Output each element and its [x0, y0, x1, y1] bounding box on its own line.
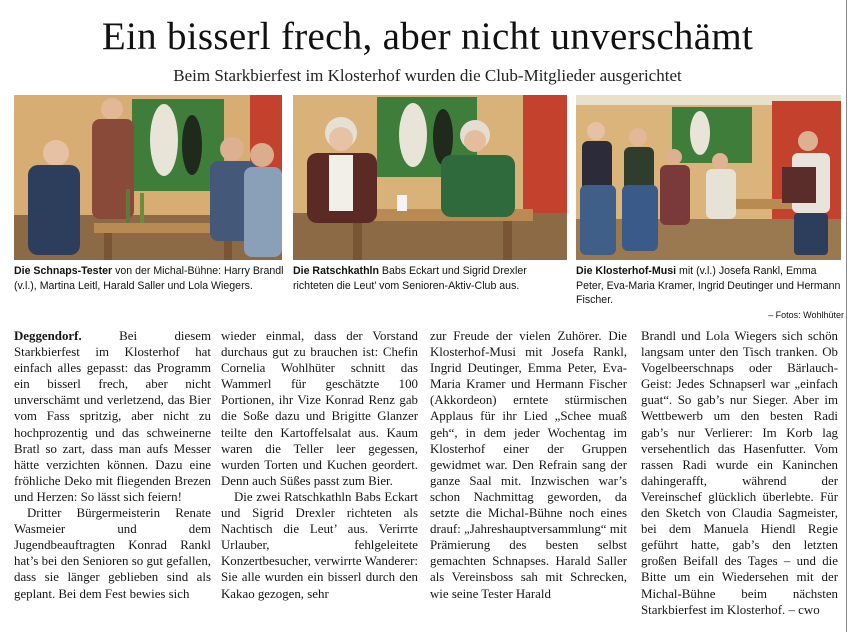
paragraph: zur Freude der vielen Zuhörer. Die Klosterhof-Musi mit Josefa Rankl, Ingrid Deutinger, Emma Peter, Eva-Maria Kramer und Hermann Fischer (Akkordeon) erntete stürmischen Applaus für ihr Lied „Schee muaß geh“, in dem jeder Wochentag im Klosterhof einer der Gruppen gewidmet war. Den Refrain sang der ganze Saal mit. Inzwischen war’s schon Nachmittag geworden, da setzte die Michal-Bühne noch eines drauf: „Jahreshauptversammlung“ mit Prämierung des besten selbst gemachten Schnapses. Harald Saller als Vereinsboss sah mit Schrecken, wie seine Tester Harald: [430, 329, 627, 601]
caption-text: mit (v.l.) Josefa Rankl, Emma Peter, Eva-Maria Kramer, Ingrid Deutinger und Hermann Fischer.: [576, 265, 841, 306]
article-column-3: [430, 328, 627, 602]
photo-klosterhof-musi: [576, 95, 841, 260]
photo-ratschkathln: [293, 95, 567, 260]
photo-caption: [576, 264, 844, 322]
paragraph: Dritter Bürgermeisterin Renate Wasmeier und dem Jugendbeauftragten Konrad Rankl hat’s bei den Senioren so gut gefallen, dass sie länger geblieben sind als geplant. Bei dem Fest bewies sich: [14, 506, 211, 601]
article-subheadline: Beim Starkbierfest im Klosterhof wurden die Club-Mitglieder ausgerichtet: [173, 66, 682, 85]
paragraph: Die zwei Ratschkathln Babs Eckart und Sigrid Drexler richteten als Nachtisch die Leut’ aus. Verirrte Urlauber, fehlgeleitete Konzertbesucher, verwirrte Wanderer: Sie alle wurden ein bisserl durch den Kakao gezogen, sehr: [221, 489, 418, 601]
paragraph-text: Bei diesem Starkbierfest im Klosterhof hat einfach alles gepasst: das Programm ein bisserl frech, aber nicht unverschämt und verletzend, das Bier vom Fass spritzig, aber nicht zu hochprozentig und das schweinerne Bratl so zart, dass man aufs Messer hätte verzichten können. Dazu eine fröhliche Deko mit fliegenden Brezen und Herzen: So lässt sich feiern!: [14, 329, 211, 504]
caption-text: Babs Eckart und Sigrid Drexler richteten die Leut’ vom Senioren-Aktiv-Club aus.: [293, 265, 527, 292]
photo-caption: [293, 264, 568, 293]
paragraph: [14, 328, 211, 505]
photo-schnaps-tester: [14, 95, 282, 260]
paragraph: Brandl und Lola Wiegers sich schön langsam unter den Tisch tranken. Ob Vogelbeerschnaps oder Bärlauch-Geist: Jedes Schnapserl war „einfach guat“. So gab’s nur Sieger. Aber im Wettbewerb um den besten Radi gab’s nur Verlierer: Im Korb lag versehentlich das Hasenfutter. Vom rassen Radi wurde ein Kaninchen dahingerafft, während der Vereinschef glücklich überlebte. Für den Sketch von Claudia Sagmeister, bei dem Manuela Hiendl Regie geführt hatte, gab’s den letzten großen Beifall des Tages – und die Bitte um ein Wiedersehen mit der Michal-Bühne beim nächsten Starkbierfest im Klosterhof. – cwo: [641, 329, 838, 617]
paragraph: wieder einmal, dass der Vorstand durchaus gut zu brauchen ist: Chefin Cornelia Wohlhüter schnitt das Wammerl für geschätzte 100 Portionen, ihr Vize Konrad Renz gab die Soße dazu und Brigitte Glanzer teilte den Kartoffelsalat aus. Kaum waren die Teller leer gegessen, wurden Torten und Kuchen geordert. Denn auch Süßes passt zum Bier.: [221, 329, 418, 488]
caption-title: Die Schnaps-Tester: [14, 265, 113, 277]
article-headline: Ein bisserl frech, aber nicht unverschämt: [101, 15, 754, 58]
caption-title: Die Ratschkathln: [293, 265, 379, 277]
article-column-1: [14, 328, 211, 602]
dateline: Deggendorf.: [14, 329, 82, 343]
photo-caption: [14, 264, 284, 293]
article-column-2: [221, 328, 418, 602]
caption-title: Die Klosterhof-Musi: [576, 265, 677, 277]
photo-credit: – Fotos: Wohlhüter: [768, 309, 844, 320]
article-column-4: [641, 328, 838, 618]
column-divider: [846, 0, 847, 632]
caption-text: von der Michal-Bühne: Harry Brandl (v.l.), Martina Leitl, Harald Saller und Lola Wiegers.: [14, 265, 284, 292]
